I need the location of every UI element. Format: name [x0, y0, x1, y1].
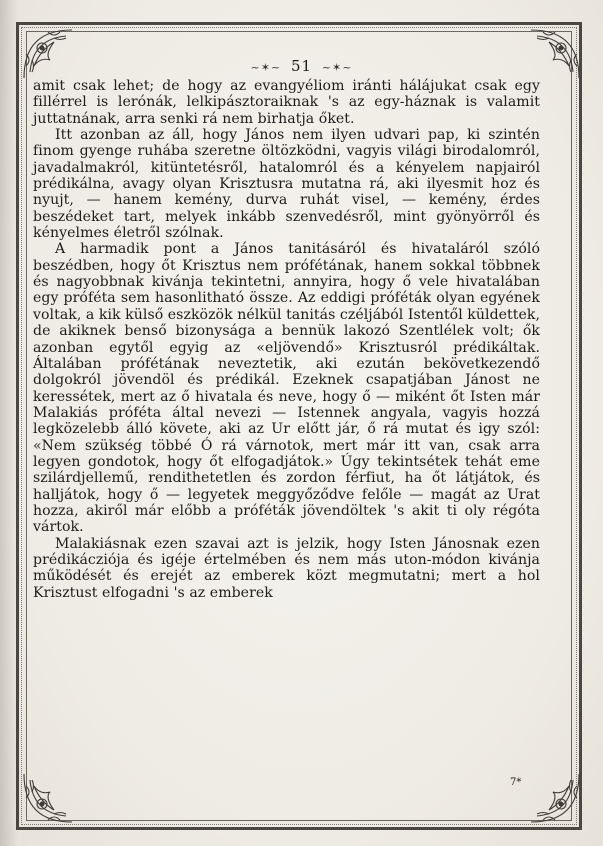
- paragraph: A harmadik pont a János tanitásáról és hivataláról szóló beszédben, hogy őt Krisztus nem prófétának, hanem sokkal többnek és nagyobbnak kivánja tekintetni, annyira, hogy ő vele hivatalában egy próféta sem hasonlitható össze. Az eddigi próféták olyan egyének voltak, a kik külső eszközök nélkül tanitás czéljából Istentől küldettek, de akiknek benső bizonysága a bennük lakozó Szentlélek volt; ők azonban egytől egyig az «eljövendő» Krisztusról prédikáltak. Általában prófétának neveztetik, aki ezután bekövetkezendő dolgokról jövendöl és prédikál. Ezeknek csapatjában Jánost ne keressétek, mert az ő hivatala és neve, hogy ő — miként őt Isten már Malakiás próféta által nevezi — Istennek angyala, vagyis hozzá legközelebb álló követe, aki az Ur előtt jár, ő rá mutat és igy szól: «Nem szükség többé Ó rá várnotok, mert már itt van, csak arra legyen gondotok, hogy őt elfogadjátok.» Úgy tekintsétek tehát eme szilárdjellemű, rendithetetlen és zordon férfiut, ha őt látjátok, és halljátok, hogy ő — legyetek meggyőződve felőle — magát az Urat hozza, akiről már előbb a próféták jövendöltek 's akit ti oly régóta vártok.: [33, 241, 540, 536]
- header-ornament-right-icon: ~✶~: [321, 61, 353, 74]
- page-header: [0, 57, 603, 77]
- header-ornament-left-icon: ~✶~: [250, 61, 282, 74]
- paragraph: amit csak lehet; de hogy az evangyéliom iránti hálájukat csak egy fillérrel is lerónák, lelkipásztoraiknak 's az egy-háznak is valamit juttatnának, arra senki rá nem birhatja őket.: [33, 78, 540, 127]
- corner-ornament-icon: [20, 770, 76, 826]
- paragraph: Malakiásnak ezen szavai azt is jelzik, hogy Isten Jánosnak ezen prédikácziója és igéje értelmében és nem más uton-módon kivánja működését és erejét az emberek közt megmutatni; mert a hol Krisztust elfogadni 's az emberek: [33, 535, 540, 601]
- body-text: [33, 78, 540, 601]
- page-number: 51: [290, 57, 313, 75]
- paragraph: Itt azonban az áll, hogy János nem ilyen udvari pap, ki szintén finom gyenge ruhába szeretne öltözködni, vagyis világi birodalomról, javadalmakról, kitüntetésről, hatalomról és a kényelem napjairól prédikálna, avagy olyan Krisztusra mutatna rá, aki ilyesmit hoz és nyujt, — hanem kemény, durva ruhát visel, — kemény, érdes beszédeket tart, melyek inkább szenvedésről, mint gyönyörről és kényelmes életről szólnak.: [33, 127, 540, 242]
- signature-mark: 7*: [510, 777, 522, 788]
- corner-ornament-icon: [527, 770, 583, 826]
